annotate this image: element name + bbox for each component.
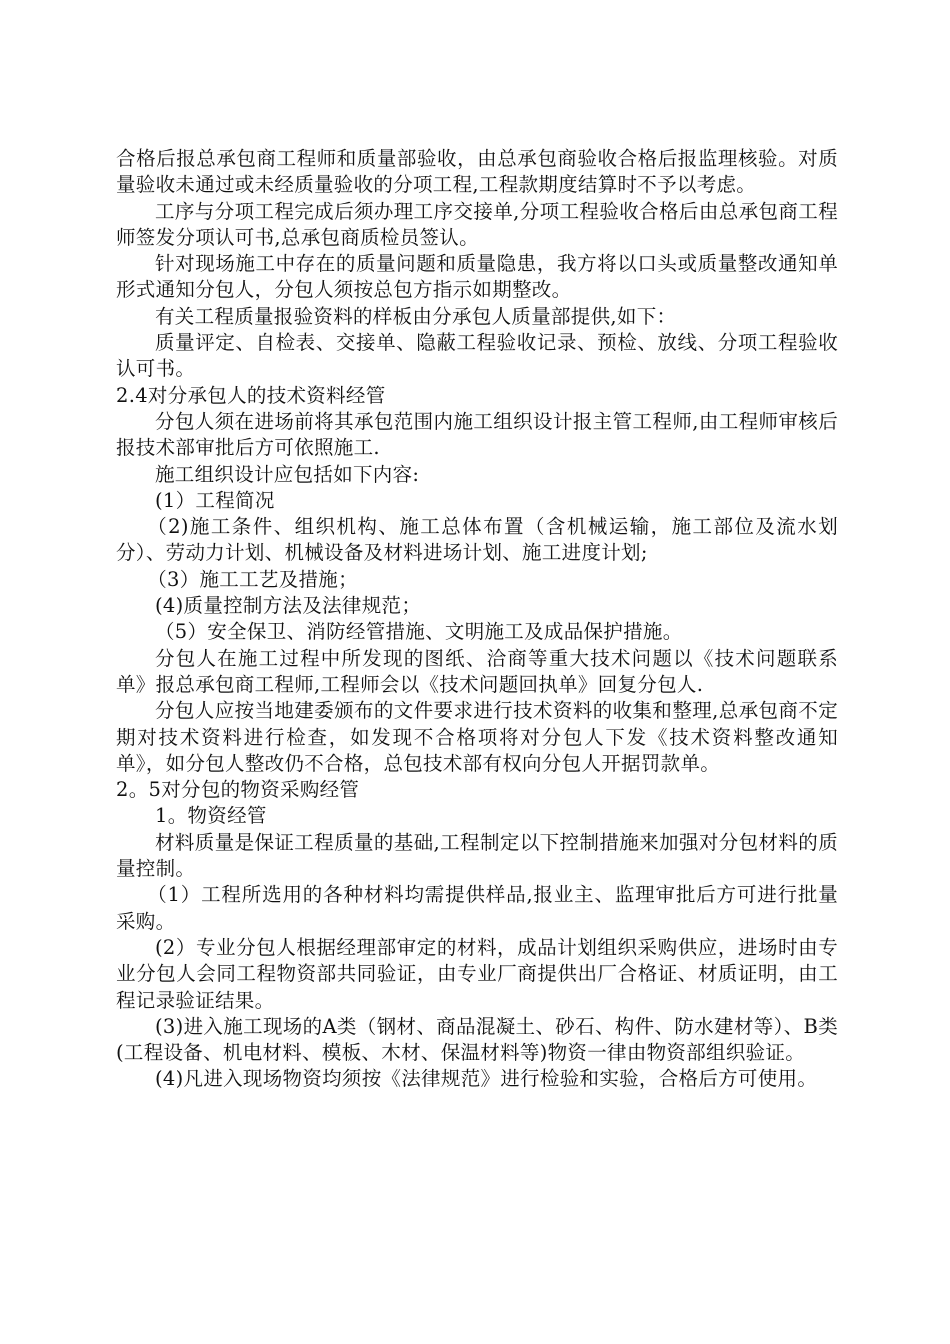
list-item-3: （3）施工工艺及措施； [147, 567, 358, 591]
material-item-2: (2）专业分包人根据经理部审定的材料，成品计划组织采购供应，进场时由专业分包人会同工程物资部共同验证，由专业厂商提供出厂合格证、材质证明，由工程记录验证结果。 [116, 935, 838, 1012]
material-item-4: (4)凡进入现场物资均须按《法律规范》进行检验和实验，合格后方可使用。 [155, 1067, 818, 1091]
paragraph-inspection-templates: 有关工程质量报验资料的样板由分承包人质量部提供,如下： [155, 304, 677, 328]
paragraph-material-quality: 材料质量是保证工程质量的基础,工程制定以下控制措施来加强对分包材料的质量控制。 [116, 830, 838, 881]
paragraph-construction-design: 分包人须在进场前将其承包范围内施工组织设计报主管工程师,由工程师审核后报技术部审批后方可依照施工. [116, 409, 838, 460]
list-item-5: （5）安全保卫、消防经管措施、文明施工及成品保护措施。 [155, 620, 683, 644]
paragraph-template-list: 质量评定、自检表、交接单、隐蔽工程验收记录、预检、放线、分项工程验收认可书。 [116, 331, 838, 381]
paragraph-rectification: 针对现场施工中存在的质量问题和质量隐患，我方将以口头或质量整改通知单形式通知分包人，分包人须按总包方指示如期整改。 [116, 252, 838, 302]
paragraph-design-contents: 施工组织设计应包括如下内容: [155, 462, 420, 486]
paragraph-technical-issues: 分包人在施工过程中所发现的图纸、洽商等重大技术问题以《技术问题联系单》报总承包商工程师,工程师会以《技术问题回执单》回复分包人. [116, 646, 838, 696]
list-item-2: （2)施工条件、组织机构、施工总体布置（含机械运输，施工部位及流水划分）、劳动力计划、机械设备及材料进场计划、施工进度计划; [116, 515, 838, 565]
list-item-4: (4)质量控制方法及法律规范； [155, 594, 422, 618]
subsection-heading-materials: 1。物资经管 [155, 804, 267, 828]
paragraph-technical-records: 分包人应按当地建委颁布的文件要求进行技术资料的收集和整理,总承包商不定期对技术资料进行检查，如发现不合格项将对分包人下发《技术资料整改通知单》，如分包人整改仍不合格，总包技术部有权向分包人开据罚款单。 [116, 699, 838, 775]
material-item-3: (3)进入施工现场的A类（钢材、商品混凝土、砂石、构件、防水建材等）、B类(工程设备、机电材料、模板、木材、保温材料等)物资一律由物资部组织验证。 [116, 1014, 838, 1065]
paragraph-acceptance-report: 合格后报总承包商工程师和质量部验收，由总承包商验收合格后报监理核验。对质量验收未通过或未经质量验收的分项工程,工程款期度结算时不予以考虑。 [116, 147, 838, 197]
list-item-1: (1）工程简况 [155, 488, 275, 512]
section-heading-2-4: 2.4对分承包人的技术资料经管 [116, 383, 386, 407]
document-body [116, 146, 838, 1093]
material-item-1: （1）工程所选用的各种材料均需提供样品,报业主、监理审批后方可进行批量采购。 [116, 883, 838, 933]
section-heading-2-5: 2。5对分包的物资采购经管 [116, 778, 360, 802]
paragraph-handover: 工序与分项工程完成后须办理工序交接单,分项工程验收合格后由总承包商工程师签发分项认可书,总承包商质检员签认。 [116, 199, 838, 249]
